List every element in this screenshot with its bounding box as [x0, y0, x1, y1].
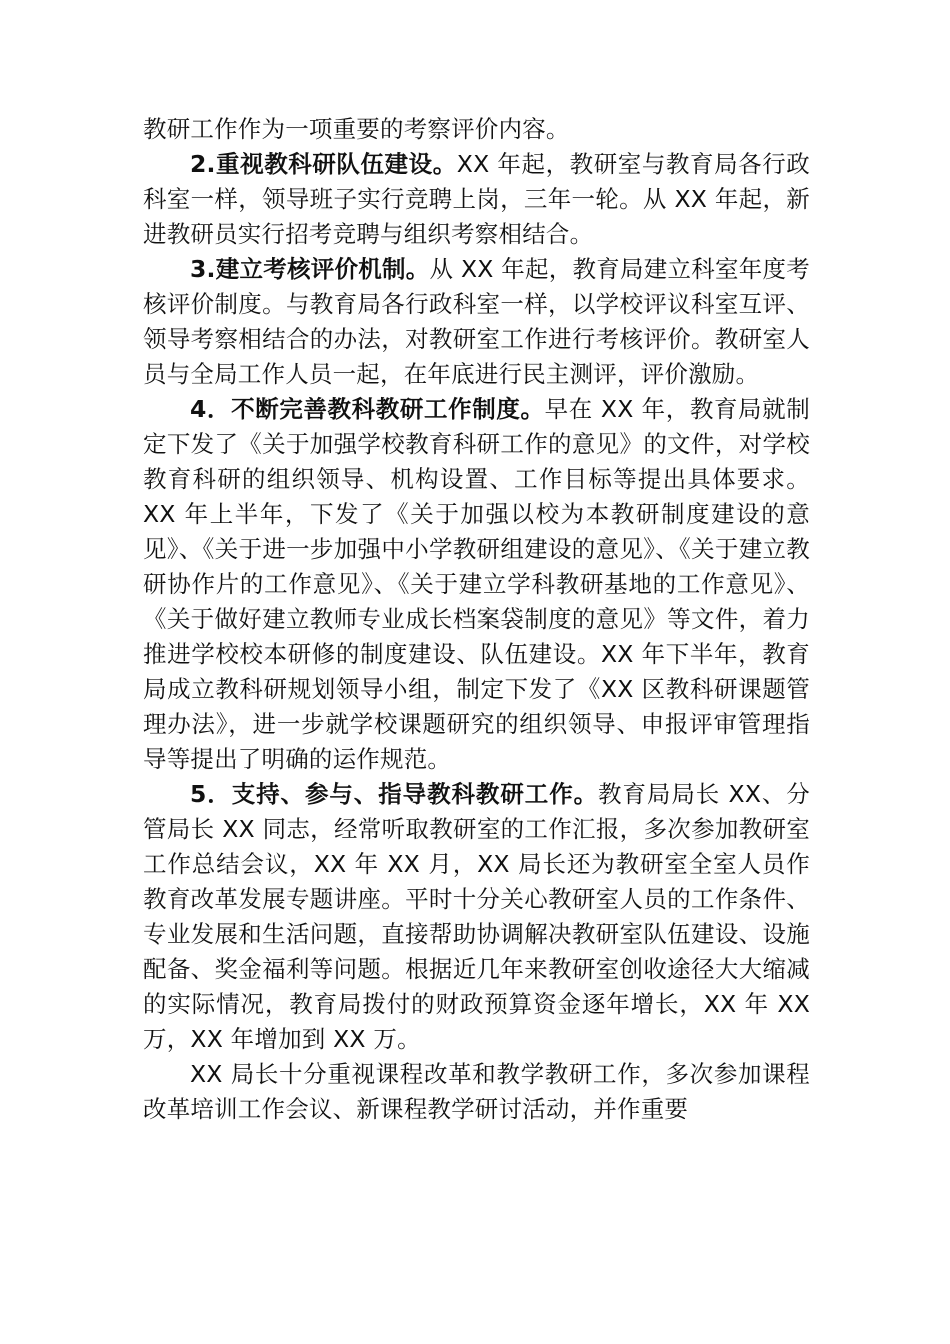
- paragraph-continuation: [143, 112, 810, 147]
- paragraph-item-4: [143, 392, 810, 777]
- paragraph-item-5: [143, 777, 810, 1057]
- paragraph-item-3: [143, 252, 810, 392]
- document-page: [143, 112, 810, 1127]
- paragraph-text: XX 年起，教研室与教育局各行政科室一样，领导班子实行竞聘上岗，三年一轮。从 XX 年起，新进教研员实行招考竞聘与组织考察相结合。: [143, 150, 810, 248]
- paragraph-text: 教育局局长 XX、分管局长 XX 同志，经常听取教研室的工作汇报，多次参加教研室工作总结会议，XX 年 XX 月，XX 局长还为教研室全室人员作教育改革发展专题讲座。平时十分关心教研室人员的工作条件、专业发展和生活问题，直接帮助协调解决教研室队伍建设、设施配备、奖金福利等问题。根据近几年来教研室创收途径大大缩减的实际情况，教育局拨付的财政预算资金逐年增长，XX 年 XX 万，XX 年增加到 XX 万。: [143, 780, 810, 1053]
- paragraph-text: XX 局长十分重视课程改革和教学教研工作，多次参加课程改革培训工作会议、新课程教学研讨活动，并作重要: [143, 1060, 810, 1123]
- paragraph-heading: 2.重视教科研队伍建设。: [190, 150, 457, 178]
- paragraph-heading: 4．不断完善教科教研工作制度。: [190, 395, 545, 423]
- paragraph-text: 早在 XX 年，教育局就制定下发了《关于加强学校教育科研工作的意见》的文件，对学校教育科研的组织领导、机构设置、工作目标等提出具体要求。XX 年上半年，下发了《关于加强以校为本教研制度建设的意见》、《关于进一步加强中小学教研组建设的意见》、《关于建立教研协作片的工作意见》、《关于建立学科教研基地的工作意见》、《关于做好建立教师专业成长档案袋制度的意见》等文件，着力推进学校校本研修的制度建设、队伍建设。XX 年下半年，教育局成立教科研规划领导小组，制定下发了《XX 区教科研课题管理办法》，进一步就学校课题研究的组织领导、申报评审管理指导等提出了明确的运作规范。: [143, 395, 810, 773]
- paragraph-item-2: [143, 147, 810, 252]
- paragraph-heading: 5．支持、参与、指导教科教研工作。: [190, 780, 599, 808]
- paragraph-heading: 3.建立考核评价机制。: [190, 255, 430, 283]
- paragraph-bureau-chief: [143, 1057, 810, 1127]
- paragraph-text: 教研工作作为一项重要的考察评价内容。: [143, 115, 570, 143]
- paragraph-text: 从 XX 年起，教育局建立科室年度考核评价制度。与教育局各行政科室一样，以学校评议科室互评、领导考察相结合的办法，对教研室工作进行考核评价。教研室人员与全局工作人员一起，在年底进行民主测评，评价激励。: [143, 255, 810, 388]
